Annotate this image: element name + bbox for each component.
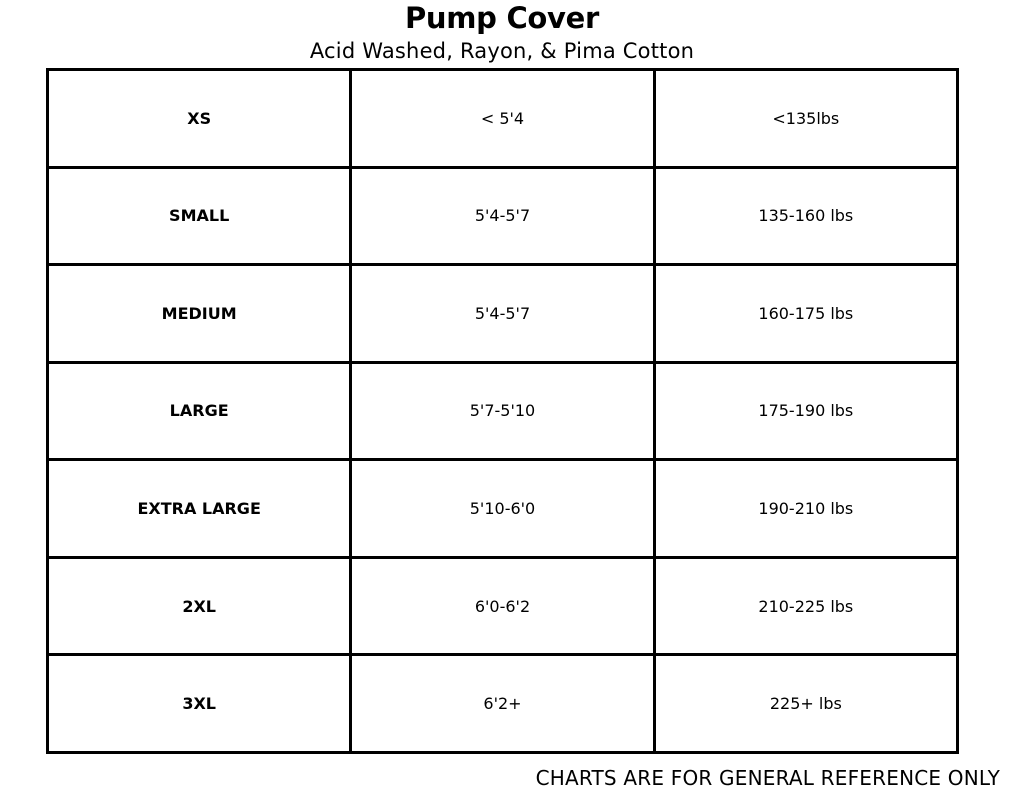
weight-cell: 160-175 lbs [654, 265, 957, 363]
table-row [48, 167, 958, 265]
height-cell: 5'10-6'0 [351, 460, 654, 558]
weight-cell: 225+ lbs [654, 655, 957, 753]
size-cell: 3XL [48, 655, 351, 753]
table-row [48, 362, 958, 460]
size-chart-table [46, 68, 959, 754]
weight-cell: 175-190 lbs [654, 362, 957, 460]
weight-cell: 210-225 lbs [654, 557, 957, 655]
height-cell: 6'0-6'2 [351, 557, 654, 655]
size-cell: 2XL [48, 557, 351, 655]
size-cell: SMALL [48, 167, 351, 265]
size-cell: LARGE [48, 362, 351, 460]
page-subtitle: Acid Washed, Rayon, & Pima Cotton [309, 39, 695, 63]
disclaimer-note: CHARTS ARE FOR GENERAL REFERENCE ONLY [535, 766, 1000, 790]
weight-cell: 135-160 lbs [654, 167, 957, 265]
weight-cell: <135lbs [654, 70, 957, 168]
size-cell: MEDIUM [48, 265, 351, 363]
height-cell: 5'7-5'10 [351, 362, 654, 460]
height-cell: < 5'4 [351, 70, 654, 168]
table-row [48, 460, 958, 558]
table-row [48, 655, 958, 753]
page-title: Pump Cover [404, 1, 600, 35]
weight-cell: 190-210 lbs [654, 460, 957, 558]
table-row [48, 557, 958, 655]
height-cell: 6'2+ [351, 655, 654, 753]
height-cell: 5'4-5'7 [351, 265, 654, 363]
table-row [48, 70, 958, 168]
table-row [48, 265, 958, 363]
size-cell: EXTRA LARGE [48, 460, 351, 558]
height-cell: 5'4-5'7 [351, 167, 654, 265]
size-cell: XS [48, 70, 351, 168]
